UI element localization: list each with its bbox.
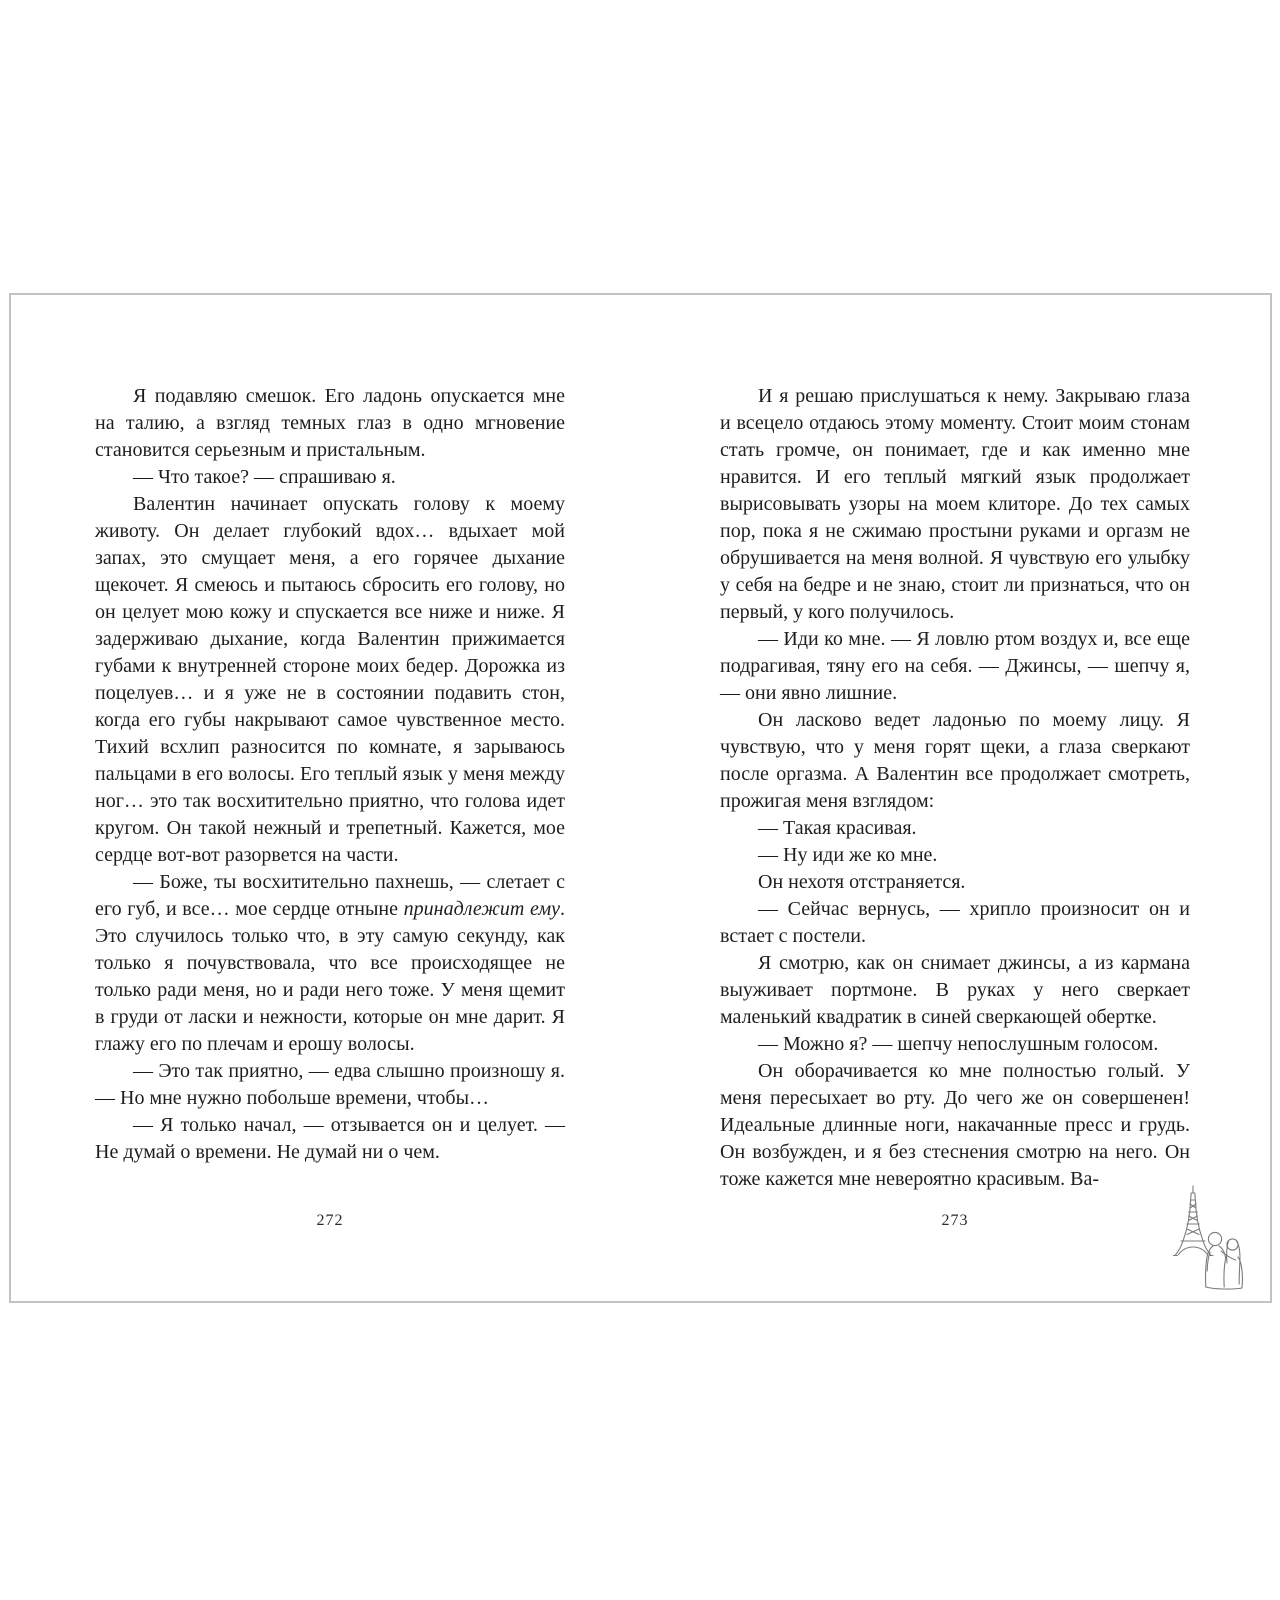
paragraph xyxy=(720,707,1190,815)
paragraph-segment: — Сейчас вернусь, — хрипло произносит он и встает с постели. xyxy=(720,898,1190,947)
paragraph-segment: Я смотрю, как он снимает джинсы, а из кармана выуживает портмоне. В руках у него сверкает маленький квадратик в синей сверкающей обертке. xyxy=(720,952,1190,1028)
paragraph xyxy=(720,896,1190,950)
page-number-right: 273 xyxy=(941,1212,969,1229)
paragraph xyxy=(95,464,565,491)
paragraph xyxy=(720,1058,1190,1193)
paragraph xyxy=(95,869,565,1058)
paragraph xyxy=(720,626,1190,707)
paragraph xyxy=(95,1112,565,1166)
page-number-left: 272 xyxy=(316,1212,344,1229)
paragraph-segment: — Я только начал, — отзывается он и целует. — Не думай о времени. Не думай ни о чем. xyxy=(95,1114,565,1163)
paragraph-segment: Валентин начинает опускать голову к моему животу. Он делает глубокий вдох… вдыхает мой запах, это смущает меня, а его горячее дыхание щекочет. Я смеюсь и пытаюсь сбросить его голову, но он целует мою кожу и спускается все ниже и ниже. Я задерживаю дыхание, когда Валентин прижимается губами к внутренней стороне моих бедер. Дорожка из поцелуев… и я уже не в состоянии подавить стон, когда его губы накрывают самое чувственное место. Тихий всхлип разносится по комнате, я зарываюсь пальцами в его волосы. Его теплый язык у меня между ног… это так восхитительно приятно, что голова идет кругом. Он такой нежный и трепетный. Кажется, мое сердце вот-вот разорвется на части. xyxy=(95,493,565,866)
paragraph xyxy=(95,491,565,869)
paragraph xyxy=(720,1031,1190,1058)
paragraph-segment: — Такая красивая. xyxy=(758,817,917,839)
paragraph xyxy=(720,869,1190,896)
paragraph-segment: Я подавляю смешок. Его ладонь опускается мне на талию, а взгляд темных глаз в одно мгновение становится серьезным и пристальным. xyxy=(95,385,565,461)
page-left-text xyxy=(95,383,565,1166)
paragraph xyxy=(720,815,1190,842)
paragraph-segment: — Ну иди же ко мне. xyxy=(758,844,938,866)
eiffel-tower-icon xyxy=(1174,1186,1214,1256)
paragraph-segment: — Что такое? — спрашиваю я. xyxy=(133,466,396,488)
paragraph xyxy=(95,383,565,464)
paragraph-segment: Он ласково ведет ладонью по моему лицу. Я чувствую, что у меня горят щеки, а глаза сверкают после оргазма. А Валентин все продолжает смотреть, прожигая меня взглядом: xyxy=(720,709,1190,812)
paragraph-segment: . Это случилось только что, в эту самую секунду, как только я почувствовала, что все происходящее не только ради меня, но и ради него тоже. У меня щемит в груди от ласки и нежности, которые он мне дарит. Я глажу его по плечам и ерошу волосы. xyxy=(95,898,565,1055)
paragraph-segment: И я решаю прислушаться к нему. Закрываю глаза и всецело отдаюсь этому моменту. Стоит моим стонам стать громче, он понимает, где и как именно мне нравится. И его теплый мягкий язык продолжает вырисовывать узоры на моем клиторе. До тех самых пор, пока я не сжимаю простыни руками и оргазм не обрушивается на меня волной. Я чувствую его улыбку у себя на бедре и не знаю, стоит ли признаться, что он первый, у кого получилось. xyxy=(720,385,1190,623)
book-spread xyxy=(9,293,1272,1303)
paragraph-segment: — Это так приятно, — едва слышно произношу я. — Но мне нужно побольше времени, чтобы… xyxy=(95,1060,565,1109)
couple-eiffel-illustration-svg xyxy=(1166,1183,1248,1293)
paragraph xyxy=(720,383,1190,626)
paragraph-segment: Он нехотя отстраняется. xyxy=(758,871,966,893)
paragraph xyxy=(720,950,1190,1031)
couple-figures xyxy=(1206,1232,1243,1289)
paragraph-segment: — Иди ко мне. — Я ловлю ртом воздух и, все еще подрагивая, тяну его на себя. — Джинсы, — шепчу я, — они явно лишние. xyxy=(720,628,1190,704)
paragraph xyxy=(95,1058,565,1112)
page-right-text xyxy=(720,383,1190,1193)
paragraph-italic-segment: принадлежит ему xyxy=(403,898,560,920)
paragraph-segment: — Можно я? — шепчу непослушным голосом. xyxy=(758,1033,1159,1055)
couple-eiffel-illustration xyxy=(1166,1183,1248,1293)
paragraph xyxy=(720,842,1190,869)
paragraph-segment: — Боже, ты восхитительно пахнешь, — слетает с его губ, и все… мое сердце отныне xyxy=(95,871,565,920)
paragraph-segment: Он оборачивается ко мне полностью голый. У меня пересыхает во рту. До чего же он совершенен! Идеальные длинные ноги, накачанные пресс и грудь. Он возбужден, и я без стеснения смотрю на него. Он тоже кажется мне невероятно красивым. Ва- xyxy=(720,1060,1190,1190)
